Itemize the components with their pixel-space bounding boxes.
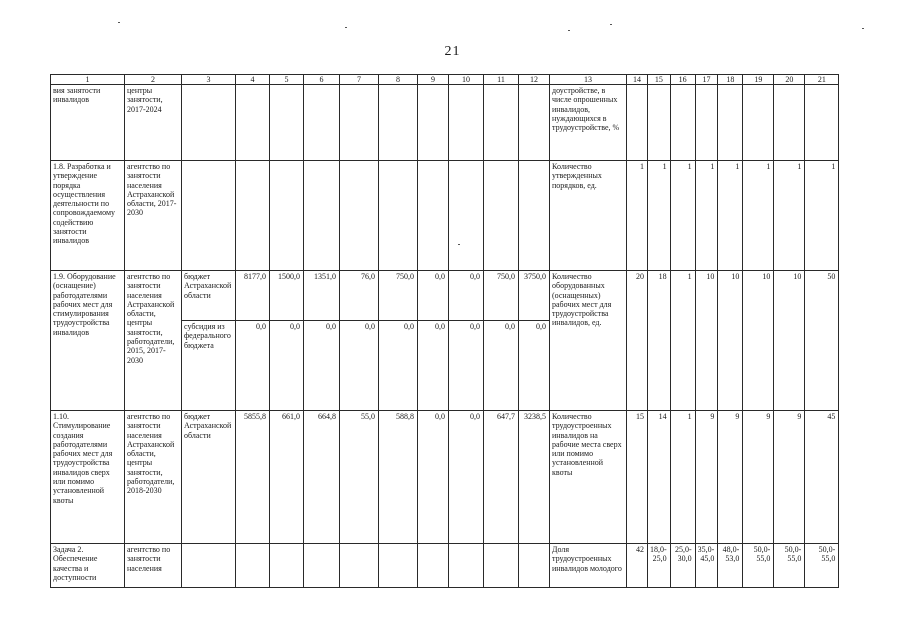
empty-cell bbox=[270, 85, 304, 161]
funding-value: 0,0 bbox=[449, 411, 484, 544]
empty-cell bbox=[304, 161, 340, 271]
column-number: 20 bbox=[774, 75, 805, 85]
funding-value: 0,0 bbox=[418, 411, 449, 544]
indicator-value: 48,0-53,0 bbox=[718, 544, 743, 588]
indicator-name: доустройстве, в числе опрошенных инвалидов, нуждающихся в трудоустройстве, % bbox=[550, 85, 627, 161]
funding-value: 0,0 bbox=[270, 321, 304, 411]
page-number: 21 bbox=[444, 44, 461, 59]
table-row bbox=[51, 85, 839, 161]
empty-cell bbox=[236, 544, 270, 588]
funding-value: 3750,0 bbox=[519, 271, 550, 321]
indicator-value: 25,0-30,0 bbox=[670, 544, 695, 588]
responsible-executor: агентство по занятости населения Астраханской области, центры занятости, работодатели, 2018-2030 bbox=[125, 411, 182, 544]
column-number: 10 bbox=[449, 75, 484, 85]
column-number: 6 bbox=[304, 75, 340, 85]
empty-cell bbox=[718, 85, 743, 161]
empty-cell bbox=[340, 161, 379, 271]
indicator-value: 14 bbox=[648, 411, 671, 544]
scan-speck bbox=[345, 27, 347, 28]
column-number: 9 bbox=[418, 75, 449, 85]
responsible-executor: агентство по занятости населения bbox=[125, 544, 182, 588]
indicator-name: Количество трудоустроенных инвалидов на рабочие места сверх или помимо установленной квоты bbox=[550, 411, 627, 544]
column-number: 7 bbox=[340, 75, 379, 85]
indicator-name: Доля трудоустроенных инвалидов молодого bbox=[550, 544, 627, 588]
empty-cell bbox=[379, 161, 418, 271]
empty-cell bbox=[519, 544, 550, 588]
empty-cell bbox=[182, 161, 236, 271]
scan-speck bbox=[118, 22, 120, 23]
indicator-value: 18 bbox=[648, 271, 671, 411]
indicator-value: 1 bbox=[718, 161, 743, 271]
responsible-executor: агентство по занятости населения Астраханской области, центры занятости, работодатели, 2015, 2017-2030 bbox=[125, 271, 182, 411]
table-row bbox=[51, 161, 839, 271]
empty-cell bbox=[670, 85, 695, 161]
measure-name: 1.8. Разработка и утверждение порядка осуществления деятельности по сопровождаемому содействию занятости инвалидов bbox=[51, 161, 125, 271]
empty-cell bbox=[304, 544, 340, 588]
indicator-value: 9 bbox=[718, 411, 743, 544]
column-number: 5 bbox=[270, 75, 304, 85]
empty-cell bbox=[484, 161, 519, 271]
indicator-value: 1 bbox=[774, 161, 805, 271]
empty-cell bbox=[340, 85, 379, 161]
indicator-value: 1 bbox=[670, 161, 695, 271]
empty-cell bbox=[270, 161, 304, 271]
empty-cell bbox=[418, 85, 449, 161]
funding-source: бюджет Астраханской области bbox=[182, 411, 236, 544]
empty-cell bbox=[270, 544, 304, 588]
empty-cell bbox=[236, 161, 270, 271]
indicator-value: 18,0-25,0 bbox=[648, 544, 671, 588]
column-number: 17 bbox=[695, 75, 718, 85]
column-number: 13 bbox=[550, 75, 627, 85]
funding-value: 0,0 bbox=[449, 271, 484, 321]
empty-cell bbox=[418, 161, 449, 271]
indicator-value: 35,0-45,0 bbox=[695, 544, 718, 588]
funding-value: 0,0 bbox=[304, 321, 340, 411]
funding-value: 750,0 bbox=[484, 271, 519, 321]
scan-speck bbox=[862, 28, 864, 29]
indicator-value: 15 bbox=[627, 411, 648, 544]
column-number: 21 bbox=[805, 75, 839, 85]
column-number: 3 bbox=[182, 75, 236, 85]
funding-value: 664,8 bbox=[304, 411, 340, 544]
indicator-name: Количество утвержденных порядков, ед. bbox=[550, 161, 627, 271]
empty-cell bbox=[484, 85, 519, 161]
empty-cell bbox=[449, 544, 484, 588]
funding-value: 55,0 bbox=[340, 411, 379, 544]
empty-cell bbox=[519, 85, 550, 161]
indicator-value: 10 bbox=[718, 271, 743, 411]
indicator-value: 50,0-55,0 bbox=[743, 544, 774, 588]
funding-value: 647,7 bbox=[484, 411, 519, 544]
indicator-value: 10 bbox=[743, 271, 774, 411]
responsible-executor: центры занятости, 2017-2024 bbox=[125, 85, 182, 161]
funding-value: 0,0 bbox=[418, 271, 449, 321]
column-number: 4 bbox=[236, 75, 270, 85]
indicator-value: 1 bbox=[695, 161, 718, 271]
measure-name: 1.10. Стимулирование создания работодателями рабочих мест для трудоустройства инвалидов сверх или помимо установленной квоты bbox=[51, 411, 125, 544]
indicator-value: 1 bbox=[670, 271, 695, 411]
column-number: 2 bbox=[125, 75, 182, 85]
funding-source: бюджет Астраханской области bbox=[182, 271, 236, 321]
funding-source: субсидия из федерального бюджета bbox=[182, 321, 236, 411]
indicator-value: 45 bbox=[805, 411, 839, 544]
table-row bbox=[51, 411, 839, 544]
empty-cell bbox=[774, 85, 805, 161]
indicator-value: 20 bbox=[627, 271, 648, 411]
empty-cell bbox=[379, 544, 418, 588]
funding-value: 1351,0 bbox=[304, 271, 340, 321]
indicator-value: 10 bbox=[774, 271, 805, 411]
empty-cell bbox=[449, 161, 484, 271]
indicator-name: Количество оборудованных (оснащенных) рабочих мест для трудоустройства инвалидов, ед. bbox=[550, 271, 627, 411]
indicator-value: 42 bbox=[627, 544, 648, 588]
funding-value: 750,0 bbox=[379, 271, 418, 321]
column-number: 8 bbox=[379, 75, 418, 85]
empty-cell bbox=[484, 544, 519, 588]
empty-cell bbox=[182, 544, 236, 588]
column-number-row bbox=[51, 75, 839, 85]
indicator-value: 9 bbox=[743, 411, 774, 544]
scan-speck bbox=[568, 30, 570, 31]
funding-value: 0,0 bbox=[418, 321, 449, 411]
funding-value: 0,0 bbox=[340, 321, 379, 411]
funding-value: 0,0 bbox=[484, 321, 519, 411]
empty-cell bbox=[379, 85, 418, 161]
program-table bbox=[50, 74, 839, 588]
indicator-value: 50 bbox=[805, 271, 839, 411]
funding-value: 3238,5 bbox=[519, 411, 550, 544]
indicator-value: 50,0-55,0 bbox=[805, 544, 839, 588]
funding-value: 5855,8 bbox=[236, 411, 270, 544]
funding-value: 1500,0 bbox=[270, 271, 304, 321]
funding-value: 0,0 bbox=[449, 321, 484, 411]
empty-cell bbox=[519, 161, 550, 271]
column-number: 12 bbox=[519, 75, 550, 85]
indicator-value: 1 bbox=[670, 411, 695, 544]
funding-value: 8177,0 bbox=[236, 271, 270, 321]
empty-cell bbox=[182, 85, 236, 161]
column-number: 11 bbox=[484, 75, 519, 85]
column-number: 19 bbox=[743, 75, 774, 85]
column-number: 14 bbox=[627, 75, 648, 85]
empty-cell bbox=[418, 544, 449, 588]
column-number: 15 bbox=[648, 75, 671, 85]
empty-cell bbox=[743, 85, 774, 161]
empty-cell bbox=[236, 85, 270, 161]
scan-speck bbox=[610, 24, 612, 25]
funding-value: 0,0 bbox=[379, 321, 418, 411]
measure-name: Задача 2. Обеспечение качества и доступности bbox=[51, 544, 125, 588]
column-number: 18 bbox=[718, 75, 743, 85]
funding-value: 76,0 bbox=[340, 271, 379, 321]
empty-cell bbox=[695, 85, 718, 161]
column-number: 16 bbox=[670, 75, 695, 85]
indicator-value: 50,0-55,0 bbox=[774, 544, 805, 588]
measure-name: 1.9. Оборудование (оснащение) работодателями рабочих мест для стимулирования трудоустройства инвалидов bbox=[51, 271, 125, 411]
funding-value: 0,0 bbox=[519, 321, 550, 411]
indicator-value: 1 bbox=[627, 161, 648, 271]
empty-cell bbox=[340, 544, 379, 588]
empty-cell bbox=[627, 85, 648, 161]
measure-name: вия занятости инвалидов bbox=[51, 85, 125, 161]
funding-value: 661,0 bbox=[270, 411, 304, 544]
indicator-value: 1 bbox=[743, 161, 774, 271]
column-number: 1 bbox=[51, 75, 125, 85]
indicator-value: 9 bbox=[774, 411, 805, 544]
indicator-value: 1 bbox=[648, 161, 671, 271]
indicator-value: 10 bbox=[695, 271, 718, 411]
table-row bbox=[51, 271, 839, 321]
empty-cell bbox=[648, 85, 671, 161]
responsible-executor: агентство по занятости населения Астраханской области, 2017-2030 bbox=[125, 161, 182, 271]
indicator-value: 9 bbox=[695, 411, 718, 544]
empty-cell bbox=[449, 85, 484, 161]
indicator-value: 1 bbox=[805, 161, 839, 271]
funding-value: 0,0 bbox=[236, 321, 270, 411]
empty-cell bbox=[805, 85, 839, 161]
table-row bbox=[51, 544, 839, 588]
funding-value: 588,8 bbox=[379, 411, 418, 544]
empty-cell bbox=[304, 85, 340, 161]
